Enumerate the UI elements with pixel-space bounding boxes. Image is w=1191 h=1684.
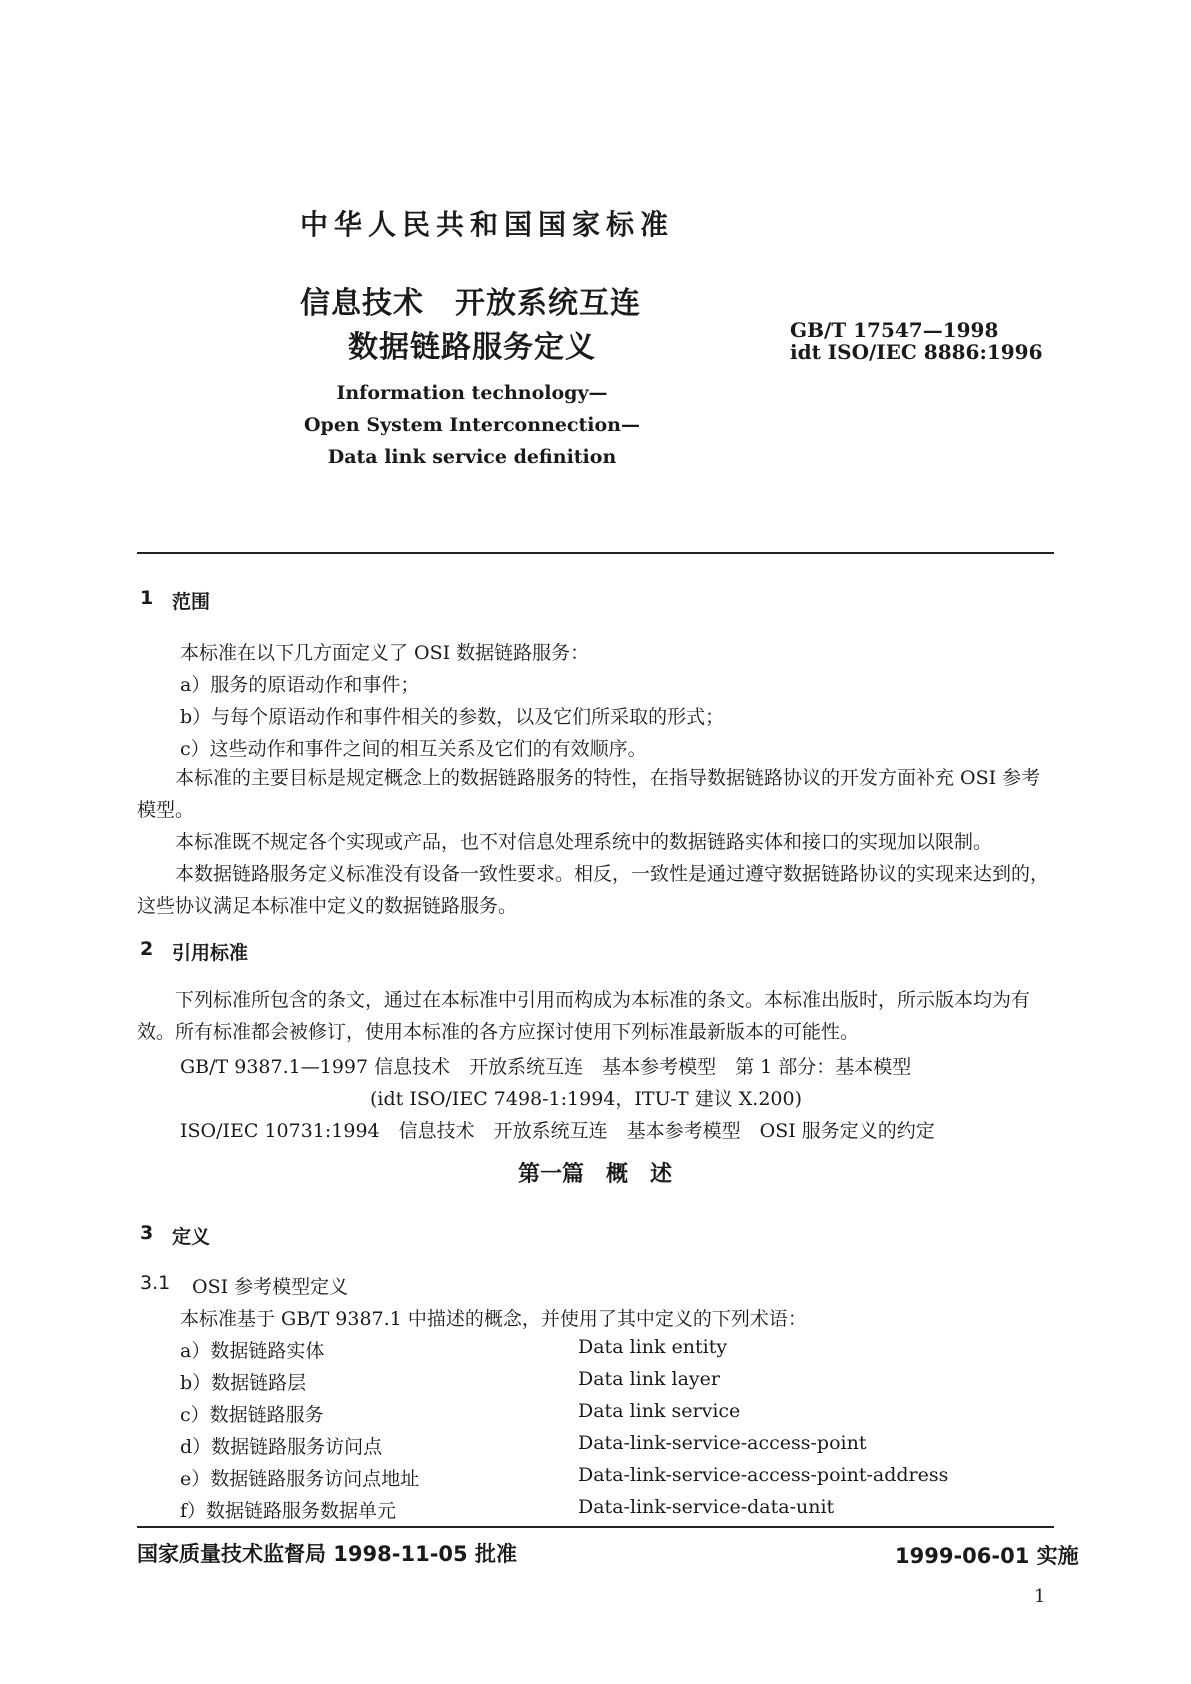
term-en: Data link layer [578, 1368, 720, 1390]
subsection-3-1-intro: 本标准基于 GB/T 9387.1 中描述的概念，并使用了其中定义的下列术语： [180, 1308, 807, 1330]
section-1-intro: 本标准在以下几方面定义了 OSI 数据链路服务： [180, 642, 590, 664]
section-1-item-b: b）与每个原语动作和事件相关的参数，以及它们所采取的形式； [180, 706, 725, 728]
english-title-line-3: Data link service definition [327, 446, 617, 468]
effective-date: 1999-06-01 实施 [895, 1544, 1079, 1568]
section-1-heading: 范围 [172, 591, 211, 613]
section-1-paragraph-conformance: 本数据链路服务定义标准没有设备一致性要求。相反，一致性是通过遵守数据链路协议的实现来达到的，这些协议满足本标准中定义的数据链路服务。 [137, 863, 1050, 917]
term-en: Data link entity [578, 1336, 728, 1358]
section-3-number: 3 [140, 1222, 154, 1244]
reference-gbt-9387-1: GB/T 9387.1—1997 信息技术 开放系统互连 基本参考模型 第 1 部分：基本模型 [180, 1056, 912, 1078]
section-3-heading: 定义 [172, 1226, 211, 1248]
chinese-title-line-2: 数据链路服务定义 [348, 330, 596, 365]
standard-equivalence: idt ISO/IEC 8886:1996 [790, 340, 1043, 364]
term-en: Data-link-service-access-point [578, 1432, 867, 1454]
term-cn: a）数据链路实体 [180, 1340, 325, 1362]
english-title-line-1: Information technology— [336, 382, 608, 404]
term-cn: f）数据链路服务数据单元 [180, 1500, 397, 1522]
term-cn: d）数据链路服务访问点 [180, 1436, 383, 1458]
header-divider [137, 552, 1054, 554]
reference-gbt-9387-1-equivalence: (idt ISO/IEC 7498-1:1994，ITU-T 建议 X.200) [370, 1088, 802, 1110]
term-en: Data-link-service-data-unit [578, 1496, 835, 1518]
part-title: 第一篇 概 述 [518, 1162, 673, 1187]
subsection-3-1-title: OSI 参考模型定义 [192, 1276, 349, 1298]
section-1-number: 1 [140, 587, 154, 609]
approval-date: 国家质量技术监督局 1998-11-05 批准 [137, 1542, 517, 1566]
standard-number: GB/T 17547—1998 [790, 318, 999, 342]
section-2-heading: 引用标准 [172, 942, 249, 964]
footer-divider [137, 1526, 1054, 1528]
page-number: 1 [1034, 1586, 1046, 1607]
term-en: Data-link-service-access-point-address [578, 1464, 949, 1486]
section-2-paragraph: 下列标准所包含的条文，通过在本标准中引用而构成为本标准的条文。本标准出版时，所示版本均为有效。所有标准都会被修订，使用本标准的各方应探讨使用下列标准最新版本的可能性。 [137, 989, 1031, 1043]
term-en: Data link service [578, 1400, 741, 1422]
english-title-line-2: Open System Interconnection— [304, 414, 640, 436]
reference-iso-iec-10731: ISO/IEC 10731:1994 信息技术 开放系统互连 基本参考模型 OSI 服务定义的约定 [180, 1120, 935, 1142]
chinese-title-line-1: 信息技术 开放系统互连 [300, 286, 641, 321]
subsection-3-1-number: 3.1 [140, 1272, 171, 1294]
term-cn: e）数据链路服务访问点地址 [180, 1468, 420, 1490]
section-2-number: 2 [140, 938, 154, 960]
term-cn: b）数据链路层 [180, 1372, 307, 1394]
term-cn: c）数据链路服务 [180, 1404, 324, 1426]
section-1-item-c: c）这些动作和事件之间的相互关系及它们的有效顺序。 [180, 738, 647, 760]
section-1-paragraph-scope: 本标准既不规定各个实现或产品，也不对信息处理系统中的数据链路实体和接口的实现加以限制。 [175, 831, 993, 853]
section-1-paragraph-objective: 本标准的主要目标是规定概念上的数据链路服务的特性，在指导数据链路协议的开发方面补充 OSI 参考模型。 [137, 767, 1041, 821]
standard-category-title: 中华人民共和国国家标准 [300, 208, 675, 241]
section-1-item-a: a）服务的原语动作和事件； [180, 674, 420, 696]
